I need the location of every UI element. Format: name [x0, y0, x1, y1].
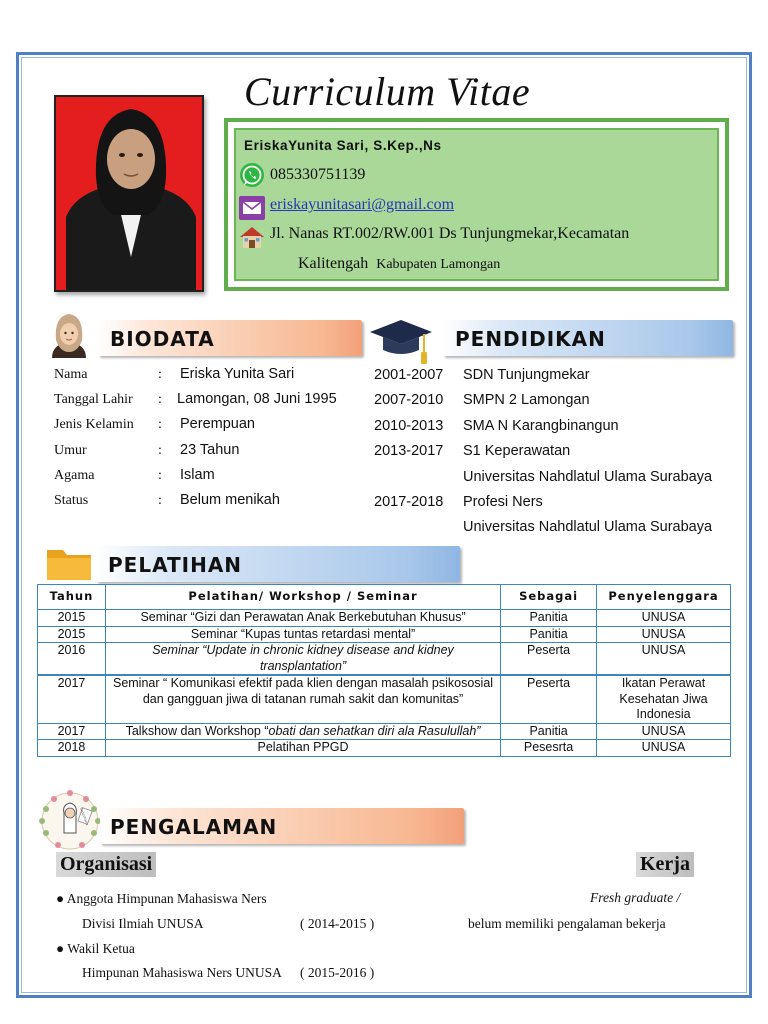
- column-header: Pelatihan/ Workshop / Seminar: [105, 585, 500, 610]
- biodata-colon: :: [158, 367, 162, 382]
- pengalaman-heading: PENGALAMAN: [110, 815, 278, 839]
- biodata-value: Eriska Yunita Sari: [180, 366, 295, 382]
- training-year: 2018: [38, 740, 106, 757]
- training-role: Panitia: [501, 723, 597, 740]
- training-organizer: UNUSA: [597, 610, 731, 627]
- biodata-colon: :: [158, 392, 162, 407]
- education-institution: Universitas Nahdlatul Ulama Surabaya: [463, 469, 713, 485]
- column-header: Penyelenggara: [597, 585, 731, 610]
- biodata-colon: :: [158, 443, 162, 458]
- contact-phone: 085330751139: [270, 166, 366, 183]
- bullet-icon: ●: [56, 891, 65, 906]
- education-year: 2001-2007: [374, 367, 444, 383]
- biodata-label: Umur: [54, 443, 87, 458]
- training-year: 2017: [38, 723, 106, 740]
- column-header: Sebagai: [501, 585, 597, 610]
- training-year: 2017: [38, 675, 106, 723]
- contact-address-district: Kalitengah: [298, 255, 369, 272]
- table-row: [38, 610, 731, 627]
- training-year: 2015: [38, 626, 106, 643]
- education-institution: Profesi Ners: [463, 494, 543, 510]
- bullet-icon: ●: [56, 941, 65, 956]
- training-table: [37, 584, 731, 757]
- training-role: Panitia: [501, 610, 597, 627]
- education-institution: Universitas Nahdlatul Ulama Surabaya: [463, 519, 713, 535]
- training-role: Peserta: [501, 643, 597, 676]
- pendidikan-header: [443, 320, 733, 356]
- biodata-label: Jenis Kelamin: [54, 417, 134, 432]
- education-year: 2017-2018: [374, 494, 444, 510]
- org-period: ( 2014-2015 ): [300, 916, 375, 931]
- biodata-heading: BIODATA: [110, 327, 215, 351]
- biodata-value: Perempuan: [180, 416, 255, 432]
- graduation-cap-icon: [368, 318, 434, 368]
- training-year: 2016: [38, 643, 106, 676]
- biodata-colon: :: [158, 493, 162, 508]
- education-year: 2013-2017: [374, 443, 444, 459]
- badge-text: Sederhana: [78, 806, 90, 826]
- biodata-label: Agama: [54, 468, 95, 483]
- biodata-value: 23 Tahun: [180, 442, 240, 458]
- training-topic: Seminar “ Komunikasi efektif pada klien dengan masalah psikososial dan gangguan jiwa di tatanan rumah sakit dan komunitas”: [105, 675, 500, 723]
- email-icon: [238, 195, 266, 221]
- training-topic: Talkshow dan Workshop “obati dan sehatkan diri ala Rasulullah”: [105, 723, 500, 740]
- column-header: Tahun: [38, 585, 106, 610]
- contact-address-regency: Kabupaten Lamongan: [376, 257, 501, 272]
- org-detail: Himpunan Mahasiswa Ners UNUSA: [82, 965, 282, 980]
- training-organizer: UNUSA: [597, 643, 731, 676]
- table-row: [38, 626, 731, 643]
- pelatihan-header: [96, 546, 460, 582]
- pendidikan-heading: PENDIDIKAN: [455, 327, 606, 351]
- house-icon: [238, 224, 266, 250]
- training-topic: Seminar “Gizi dan Perawatan Anak Berkebutuhan Khusus”: [105, 610, 500, 627]
- biodata-value: Islam: [180, 467, 215, 483]
- education-institution: SDN Tunjungmekar: [463, 367, 590, 383]
- portrait-illustration: [56, 97, 204, 292]
- table-header-row: [38, 585, 731, 610]
- training-topic: Pelatihan PPGD: [105, 740, 500, 757]
- biodata-value: Belum menikah: [180, 492, 280, 508]
- work-status: Fresh graduate /: [590, 890, 681, 905]
- table-row: [38, 675, 731, 723]
- training-organizer: Ikatan Perawat Kesehatan Jiwa Indonesia: [597, 675, 731, 723]
- table-row: [38, 740, 731, 757]
- floral-badge-icon: [32, 785, 108, 857]
- training-role: Pesesrta: [501, 740, 597, 757]
- list-item: ● Anggota Himpunan Mahasiswa Ners: [56, 891, 267, 906]
- organisasi-heading: Organisasi: [56, 852, 156, 877]
- biodata-value: Lamongan, 08 Juni 1995: [177, 391, 337, 407]
- folder-icon: [45, 544, 93, 582]
- biodata-label: Status: [54, 493, 89, 508]
- training-topic: Seminar “Kupas tuntas retardasi mental”: [105, 626, 500, 643]
- cv-title: Curriculum Vitae: [244, 69, 531, 114]
- training-role: Panitia: [501, 626, 597, 643]
- training-organizer: UNUSA: [597, 626, 731, 643]
- org-detail: Divisi Ilmiah UNUSA: [82, 916, 204, 931]
- list-item: ● Wakil Ketua: [56, 941, 135, 956]
- training-topic: Seminar “Update in chronic kidney disease and kidney transplantation”: [105, 643, 500, 676]
- biodata-label: Nama: [54, 367, 88, 382]
- whatsapp-icon: [238, 162, 266, 188]
- training-role: Peserta: [501, 675, 597, 723]
- contact-name: EriskaYunita Sari, S.Kep.,Ns: [244, 138, 442, 153]
- biodata-label: Tanggal Lahir: [54, 392, 133, 407]
- training-organizer: UNUSA: [597, 723, 731, 740]
- education-year: 2010-2013: [374, 418, 444, 434]
- biodata-colon: :: [158, 417, 162, 432]
- education-institution: S1 Keperawatan: [463, 443, 571, 459]
- pelatihan-heading: PELATIHAN: [108, 553, 243, 577]
- biodata-header: [98, 320, 362, 356]
- hijab-avatar-icon: [48, 310, 90, 360]
- table-row: [38, 723, 731, 740]
- contact-address-line1: Jl. Nanas RT.002/RW.001 Ds Tunjungmekar,Kecamatan: [270, 225, 630, 242]
- work-detail: belum memiliki pengalaman bekerja: [468, 916, 666, 931]
- table-row: [38, 643, 731, 676]
- training-year: 2015: [38, 610, 106, 627]
- biodata-colon: :: [158, 468, 162, 483]
- kerja-heading: Kerja: [636, 852, 694, 877]
- pengalaman-header: [100, 808, 464, 844]
- education-year: 2007-2010: [374, 392, 444, 408]
- contact-address-line2: [298, 255, 500, 273]
- training-organizer: UNUSA: [597, 740, 731, 757]
- org-period: ( 2015-2016 ): [300, 965, 375, 980]
- education-institution: SMPN 2 Lamongan: [463, 392, 590, 408]
- education-institution: SMA N Karangbinangun: [463, 418, 619, 434]
- profile-photo: [54, 95, 204, 292]
- contact-email[interactable]: eriskayunitasari@gmail.com: [270, 196, 455, 213]
